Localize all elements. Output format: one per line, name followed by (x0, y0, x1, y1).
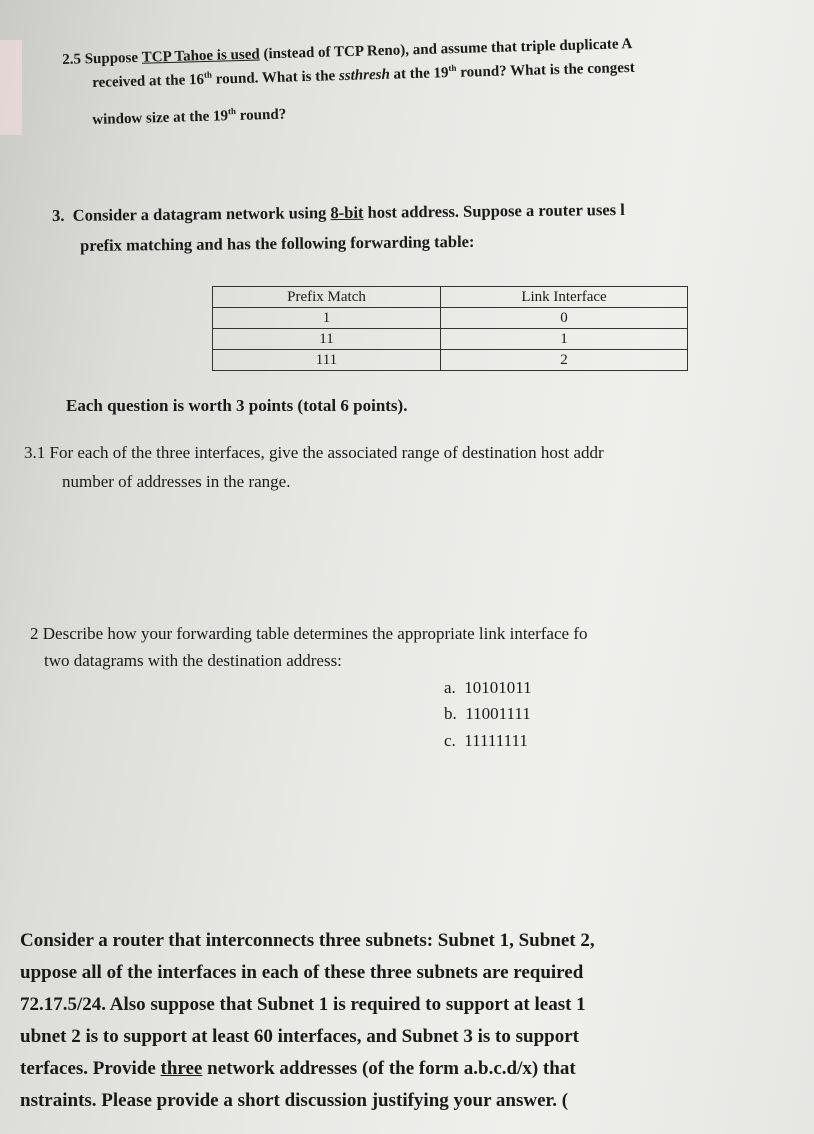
table-header-row (213, 287, 688, 308)
option-a: a. 10101011 (444, 678, 532, 697)
q4-line-1: Consider a router that interconnects three subnets: Subnet 1, Subnet 2, (20, 930, 595, 951)
header-prefix-match: Prefix Match (213, 287, 441, 308)
q3-line-2: prefix matching and has the following forwarding table: (80, 231, 475, 255)
header-link-interface: Link Interface (441, 287, 688, 308)
q25-line-3: window size at the 19th round? (92, 105, 287, 128)
q4-line-5: terfaces. Provide three network addresses (of the form a.b.c.d/x) that (20, 1058, 576, 1079)
table-row (213, 308, 688, 329)
interface-cell: 0 (441, 308, 688, 329)
q4-line-4: ubnet 2 is to support at least 60 interfaces, and Subnet 3 is to support (20, 1026, 579, 1047)
q25-line-2: received at the 16th round. What is the ssthresh at the 19th round? What is the congest (92, 59, 635, 91)
q32-line-2: two datagrams with the destination address: (44, 651, 342, 670)
table-row (213, 329, 688, 350)
prefix-cell: 11 (213, 329, 441, 350)
option-c: c. 11111111 (444, 731, 528, 750)
q4-line-3: 72.17.5/24. Also suppose that Subnet 1 is required to support at least 1 (20, 994, 586, 1015)
forwarding-table (212, 286, 688, 371)
prefix-cell: 1 (213, 308, 441, 329)
table-row (213, 350, 688, 371)
points-note: Each question is worth 3 points (total 6 points). (66, 396, 408, 415)
option-b: b. 11001111 (444, 704, 531, 723)
q32-line-1: 2 Describe how your forwarding table determines the appropriate link interface fo (30, 624, 588, 643)
q4-line-6: nstraints. Please provide a short discussion justifying your answer. ( (20, 1090, 569, 1111)
prefix-cell: 111 (213, 350, 441, 371)
q3-line-1: 3. Consider a datagram network using 8-bit host address. Suppose a router uses l (52, 200, 625, 225)
interface-cell: 2 (441, 350, 688, 371)
q4-line-2: uppose all of the interfaces in each of these three subnets are required (20, 962, 584, 983)
q31-line-1: 3.1 For each of the three interfaces, give the associated range of destination host addr (24, 443, 604, 462)
interface-cell: 1 (441, 329, 688, 350)
q31-line-2: number of addresses in the range. (62, 472, 291, 491)
q25-line-1: 2.5 Suppose TCP Tahoe is used (instead of TCP Reno), and assume that triple duplicate A (62, 36, 633, 68)
